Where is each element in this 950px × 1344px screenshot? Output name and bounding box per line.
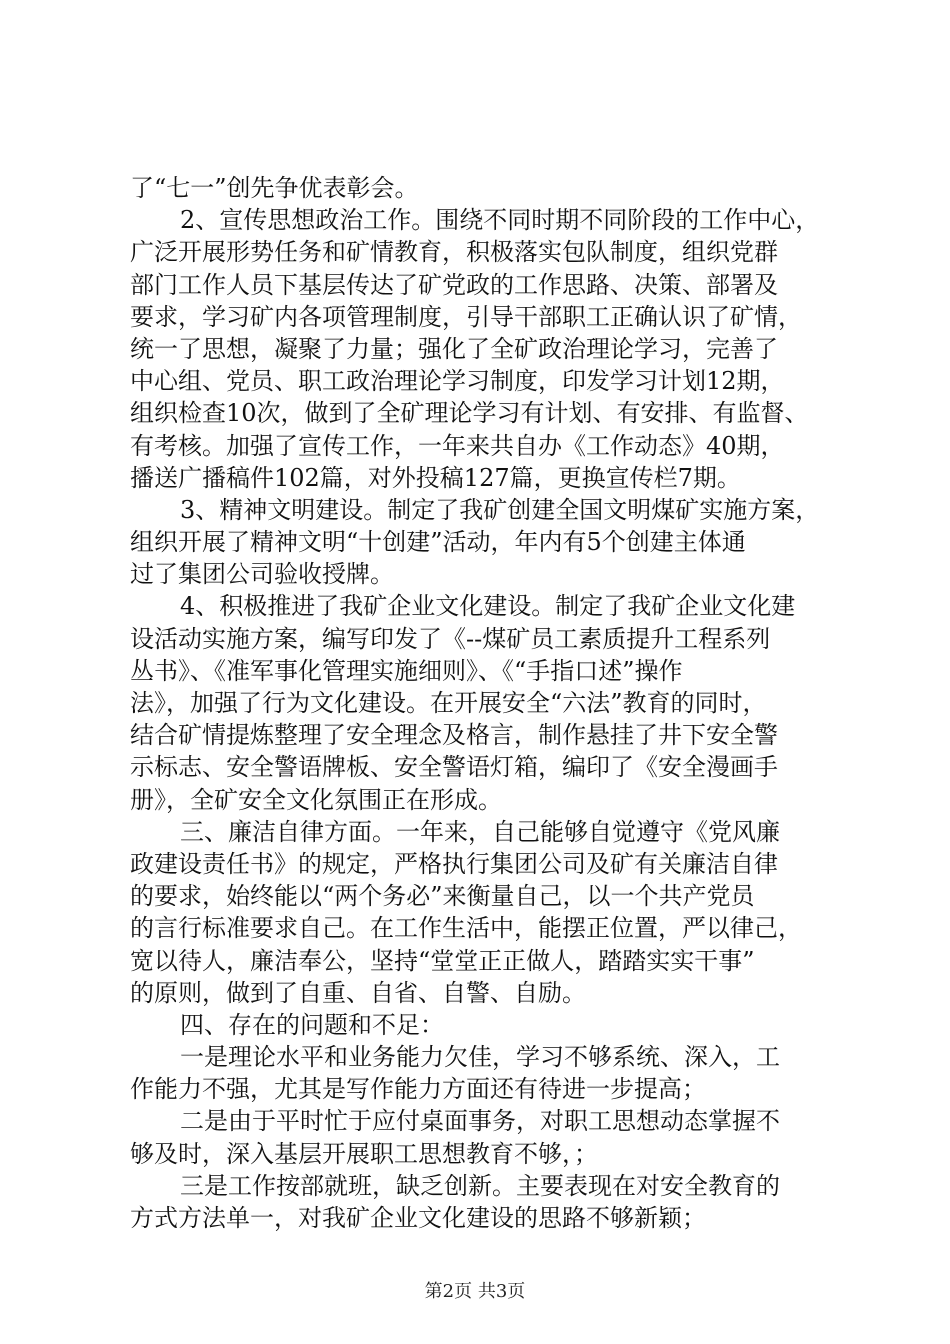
text-line: 四、存在的问题和不足： xyxy=(180,1010,444,1039)
text-line: 2、宣传思想政治工作。围绕不同时期不同阶段的工作中心， xyxy=(180,206,820,235)
text-line: 二是由于平时忙于应付桌面事务，对职工思想动态掌握不 xyxy=(180,1107,780,1136)
text-line: 结合矿情提炼整理了安全理念及格言，制作悬挂了井下安全警 xyxy=(130,721,778,750)
text-line: 作能力不强，尤其是写作能力方面还有待进一步提高； xyxy=(130,1075,706,1104)
text-line: 组织检查10次，做到了全矿理论学习有计划、有安排、有监督、 xyxy=(130,399,809,428)
text-line: 设活动实施方案，编写印发了《--煤矿员工素质提升工程系列 xyxy=(130,624,771,653)
text-line: 够及时，深入基层开展职工思想教育不够，； xyxy=(130,1139,598,1168)
text-line: 组织开展了精神文明“十创建”活动，年内有5个创建主体通 xyxy=(130,528,746,557)
text-line: 统一了思想，凝聚了力量；强化了全矿政治理论学习，完善了 xyxy=(130,334,778,363)
text-line: 播送广播稿件102篇，对外投稿127篇，更换宣传栏7期。 xyxy=(130,463,741,492)
text-line: 过了集团公司验收授牌。 xyxy=(130,560,394,589)
text-line: 中心组、党员、职工政治理论学习制度，印发学习计划12期， xyxy=(130,367,785,396)
text-line: 册》，全矿安全文化氛围正在形成。 xyxy=(130,785,502,814)
text-line: 方式方法单一，对我矿企业文化建设的思路不够新颖； xyxy=(130,1204,706,1232)
document-body xyxy=(130,172,830,1234)
text-line: 示标志、安全警语牌板、安全警语灯箱，编印了《安全漫画手 xyxy=(130,753,778,782)
text-line: 的原则，做到了自重、自省、自警、自励。 xyxy=(130,978,586,1007)
text-line: 4、积极推进了我矿企业文化建设。制定了我矿企业文化建 xyxy=(180,592,796,621)
text-line: 宽以待人，廉洁奉公，坚持“堂堂正正做人，踏踏实实干事” xyxy=(130,946,755,975)
text-line: 三、廉洁自律方面。一年来，自己能够自觉遵守《党风廉 xyxy=(180,817,780,846)
text-line: 的言行标准要求自己。在工作生活中，能摆正位置，严以律己， xyxy=(130,914,802,943)
text-line: 法》，加强了行为文化建设。在开展安全“六法”教育的同时， xyxy=(130,689,767,717)
text-line: 一是理论水平和业务能力欠佳，学习不够系统、深入，工 xyxy=(180,1043,780,1072)
text-line: 三是工作按部就班，缺乏创新。主要表现在对安全教育的 xyxy=(180,1171,780,1200)
text-line: 有考核。加强了宣传工作，一年来共自办《工作动态》40期， xyxy=(130,431,785,460)
text-line: 部门工作人员下基层传达了矿党政的工作思路、决策、部署及 xyxy=(130,270,778,299)
text-line: 了“七一”创先争优表彰会。 xyxy=(130,174,419,202)
text-line: 丛书》、《准军事化管理实施细则》、《“手指口述”操作 xyxy=(130,656,683,685)
text-line: 广泛开展形势任务和矿情教育，积极落实包队制度，组织党群 xyxy=(130,238,778,267)
text-line: 要求，学习矿内各项管理制度，引导干部职工正确认识了矿情， xyxy=(130,302,802,331)
text-line: 政建设责任书》的规定，严格执行集团公司及矿有关廉洁自律 xyxy=(130,849,778,878)
page-number-footer: 第2页 共3页 xyxy=(424,1281,526,1302)
text-line: 的要求，始终能以“两个务必”来衡量自己，以一个共产党员 xyxy=(130,882,755,911)
text-line: 3、精神文明建设。制定了我矿创建全国文明煤矿实施方案， xyxy=(180,495,820,524)
